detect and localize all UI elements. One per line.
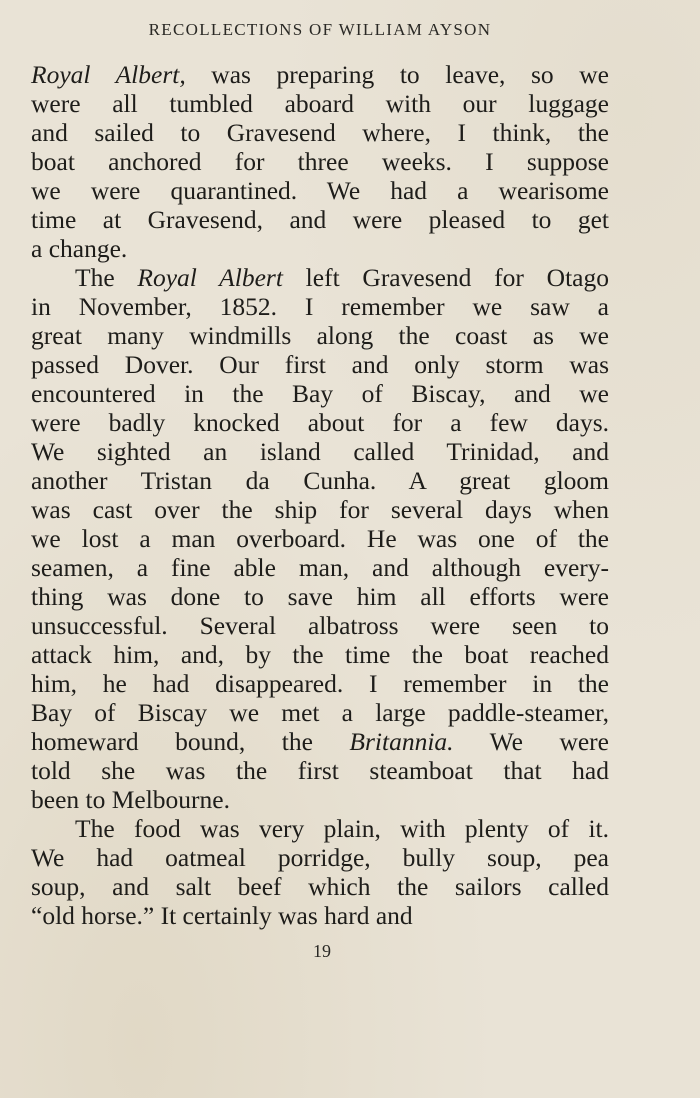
text-line (31, 234, 609, 263)
text-line (31, 60, 609, 89)
text-run: We were (453, 727, 609, 756)
text-run: left Gravesend for Otago (282, 263, 609, 292)
text-run: him, he had disappeared. I remember in the (31, 669, 609, 698)
text-run: another Tristan da Cunha. A great gloom (31, 466, 609, 495)
text-line (31, 292, 609, 321)
text-line (31, 611, 609, 640)
text-run: unsuccessful. Several albatross were seen to (31, 611, 609, 640)
text-run: in November, 1852. I remember we saw a (31, 292, 609, 321)
text-line (31, 843, 609, 872)
text-run: and sailed to Gravesend where, I think, the (31, 118, 609, 147)
text-line (31, 553, 609, 582)
text-line (31, 698, 609, 727)
text-line (31, 814, 609, 843)
text-run: we were quarantined. We had a wearisome (31, 176, 609, 205)
text-line (31, 437, 609, 466)
text-run: soup, and salt beef which the sailors called (31, 872, 609, 901)
text-line (31, 901, 609, 930)
text-line (31, 872, 609, 901)
text-line (31, 495, 609, 524)
text-run: passed Dover. Our first and only storm was (31, 350, 609, 379)
text-line (31, 321, 609, 350)
text-line (31, 176, 609, 205)
running-head: RECOLLECTIONS OF WILLIAM AYSON (148, 20, 492, 39)
text-run: boat anchored for three weeks. I suppose (31, 147, 609, 176)
text-run: a change. (31, 234, 128, 263)
text-line (31, 205, 609, 234)
text-run: were badly knocked about for a few days. (31, 408, 609, 437)
text-line (31, 147, 609, 176)
text-run: We sighted an island called Trinidad, and (31, 437, 609, 466)
italic-text-run: Royal Albert, (31, 60, 186, 89)
text-run: thing was done to save him all efforts were (31, 582, 609, 611)
text-run: been to Melbourne. (31, 785, 230, 814)
text-run: encountered in the Bay of Biscay, and we (31, 379, 609, 408)
text-run: was preparing to leave, so we (185, 60, 609, 89)
italic-text-run: Britannia. (349, 727, 454, 756)
text-line (31, 756, 609, 785)
text-run: The (75, 263, 138, 292)
text-line (31, 89, 609, 118)
text-line (31, 640, 609, 669)
page-number: 19 (313, 941, 331, 961)
text-run: time at Gravesend, and were pleased to get (31, 205, 609, 234)
text-run: great many windmills along the coast as we (31, 321, 609, 350)
text-run: We had oatmeal porridge, bully soup, pea (31, 843, 609, 872)
text-line (31, 785, 609, 814)
text-run: seamen, a fine able man, and although every- (31, 553, 609, 582)
text-line (31, 379, 609, 408)
text-line (31, 524, 609, 553)
text-run: attack him, and, by the time the boat reached (31, 640, 609, 669)
text-line (31, 350, 609, 379)
text-run: were all tumbled aboard with our luggage (31, 89, 609, 118)
text-run: Bay of Biscay we met a large paddle-steamer, (31, 698, 609, 727)
text-line (31, 669, 609, 698)
body-text (31, 60, 609, 930)
text-run: we lost a man overboard. He was one of the (31, 524, 609, 553)
text-run: The food was very plain, with plenty of it. (75, 814, 609, 843)
text-run: was cast over the ship for several days when (31, 495, 609, 524)
text-line (31, 408, 609, 437)
text-line (31, 263, 609, 292)
text-run: homeward bound, the (31, 727, 350, 756)
text-line (31, 118, 609, 147)
text-line (31, 466, 609, 495)
text-run: told she was the first steamboat that had (31, 756, 609, 785)
italic-text-run: Royal Albert (137, 263, 283, 292)
text-line (31, 727, 609, 756)
text-run: “old horse.” It certainly was hard and (31, 901, 413, 930)
text-line (31, 582, 609, 611)
